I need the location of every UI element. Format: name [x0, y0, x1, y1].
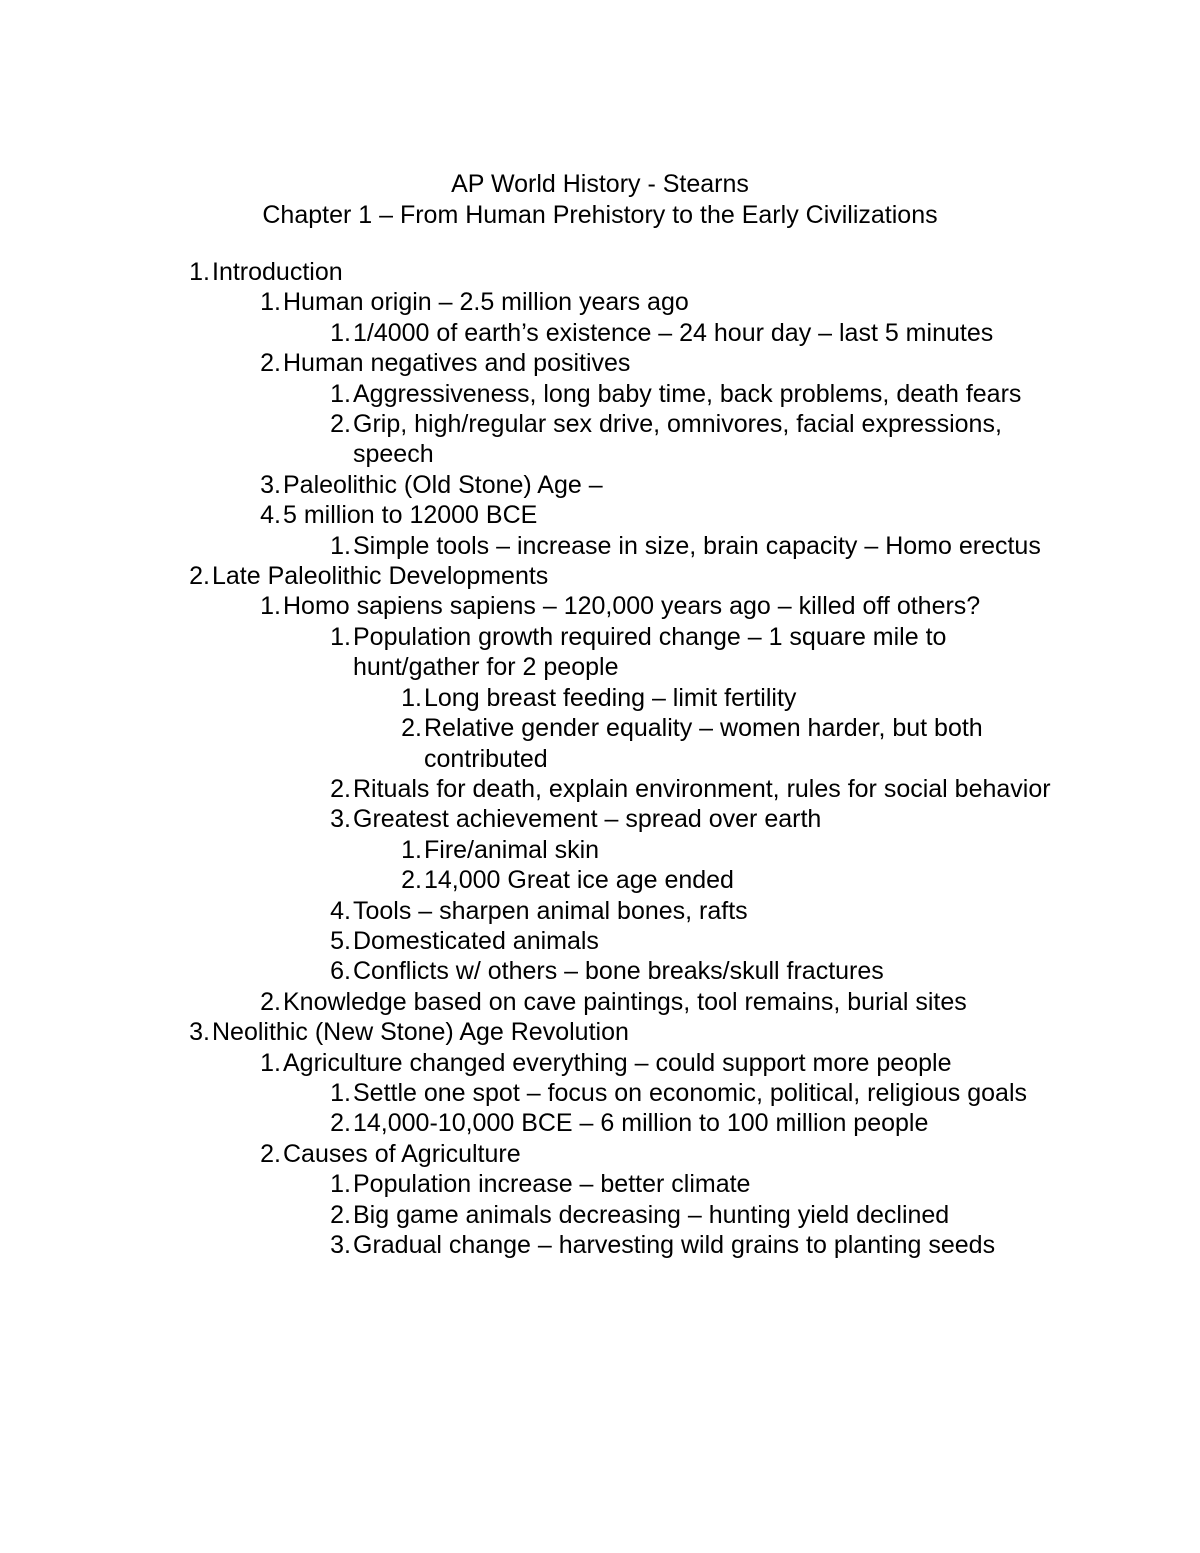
outline-item-number: 2. — [330, 774, 351, 803]
outline-item-number: 2. — [260, 1139, 281, 1168]
outline-item-text: Long breast feeding – limit fertility — [424, 683, 797, 712]
outline-item-number: 5. — [330, 926, 351, 955]
outline-item-text: Gradual change – harvesting wild grains to planting seeds — [353, 1231, 996, 1259]
outline-list — [0, 257, 1200, 1260]
outline-item-text: Fire/animal skin — [424, 835, 600, 864]
outline-item — [189, 1017, 1072, 1047]
outline-item — [189, 561, 1072, 591]
outline-item-text: Paleolithic (Old Stone) Age – — [283, 470, 603, 499]
outline-item-number: 3. — [189, 1018, 210, 1047]
outline-item — [401, 865, 1044, 895]
outline-item-text: Grip, high/regular sex drive, omnivores, facial expressions, speech — [353, 410, 1002, 469]
outline-item — [260, 348, 1063, 378]
outline-item-number: 1. — [330, 1170, 351, 1199]
outline-item-number: 4. — [330, 896, 351, 925]
outline-item — [330, 379, 1053, 409]
outline-item-number: 1. — [260, 288, 281, 317]
outline-item-number: 6. — [330, 957, 351, 986]
outline-item — [260, 987, 1063, 1017]
outline-item-text: Tools – sharpen animal bones, rafts — [353, 896, 748, 925]
outline-item-text: 1/4000 of earth’s existence – 24 hour day – last 5 minutes — [353, 318, 994, 347]
outline-item — [401, 713, 1044, 774]
outline-item-text: Agriculture changed everything – could support more people — [283, 1048, 952, 1077]
outline-item — [401, 835, 1044, 865]
outline-item-text: Late Paleolithic Developments — [212, 562, 549, 591]
outline-item-number: 4. — [260, 501, 281, 530]
outline-item-text: Greatest achievement – spread over earth — [353, 805, 822, 834]
outline-item — [330, 956, 1053, 986]
outline-item-number: 1. — [401, 835, 422, 864]
outline-item — [330, 409, 1053, 470]
outline-item — [330, 531, 1053, 561]
outline-item — [401, 683, 1044, 713]
outline-item-text: Neolithic (New Stone) Age Revolution — [212, 1018, 629, 1047]
outline-item-number: 1. — [189, 258, 210, 286]
document-subtitle: Chapter 1 – From Human Prehistory to the Early Civilizations — [262, 201, 938, 229]
outline-item-number: 2. — [189, 562, 210, 591]
outline-item-number: 1. — [330, 318, 351, 347]
outline-item-number: 2. — [401, 714, 422, 743]
outline-item — [260, 591, 1063, 621]
outline-item — [260, 1048, 1063, 1078]
outline-item-text: Causes of Agriculture — [283, 1139, 521, 1168]
outline-item-number: 3. — [260, 470, 281, 499]
outline-item-text: 14,000-10,000 BCE – 6 million to 100 million people — [353, 1109, 929, 1138]
outline-item-text: Human negatives and positives — [283, 349, 631, 378]
outline-item-text: Conflicts w/ others – bone breaks/skull fractures — [353, 957, 884, 986]
outline-item-number: 3. — [330, 1231, 351, 1259]
document-title: AP World History - Stearns — [451, 170, 749, 198]
outline-item — [330, 774, 1053, 804]
outline-item-text: 14,000 Great ice age ended — [424, 866, 734, 895]
outline-item — [330, 1078, 1053, 1108]
outline-item-number: 1. — [260, 592, 281, 621]
outline-item — [260, 470, 1063, 500]
outline-item-number: 1. — [330, 622, 351, 651]
outline-item-text: 5 million to 12000 BCE — [283, 501, 538, 530]
outline-item-text: Introduction — [212, 258, 343, 286]
outline-item-number: 2. — [330, 1200, 351, 1229]
outline-item-number: 1. — [330, 379, 351, 408]
outline-item-number: 2. — [330, 1109, 351, 1138]
outline-item — [189, 257, 1072, 287]
outline-item-text: Population increase – better climate — [353, 1170, 751, 1199]
outline-item — [260, 500, 1063, 530]
outline-item — [260, 1139, 1063, 1169]
outline-item — [330, 896, 1053, 926]
outline-item-text: Simple tools – increase in size, brain capacity – Homo erectus — [353, 531, 1041, 560]
outline-item-text: Rituals for death, explain environment, rules for social behavior — [353, 774, 1051, 803]
outline-item-text: Relative gender equality – women harder, but both contributed — [424, 714, 983, 773]
outline-item — [330, 622, 1053, 683]
outline-item-text: Aggressiveness, long baby time, back problems, death fears — [353, 379, 1022, 408]
outline-item-number: 2. — [260, 349, 281, 378]
outline-item-text: Homo sapiens sapiens – 120,000 years ago – killed off others? — [283, 592, 981, 621]
outline-item-text: Population growth required change – 1 square mile to hunt/gather for 2 people — [353, 622, 947, 682]
outline-item — [330, 1230, 1053, 1260]
outline-item-text: Big game animals decreasing – hunting yield declined — [353, 1200, 950, 1229]
outline-item-text: Knowledge based on cave paintings, tool remains, burial sites — [283, 987, 967, 1016]
outline-item-number: 1. — [330, 1078, 351, 1107]
outline-item — [260, 287, 1063, 317]
outline-item-number: 1. — [401, 683, 422, 712]
outline-item-text: Human origin – 2.5 million years ago — [283, 288, 689, 317]
outline-item — [330, 926, 1053, 956]
outline-item-number: 2. — [330, 410, 351, 439]
outline-item-number: 2. — [401, 866, 422, 895]
outline-item — [330, 1108, 1053, 1138]
outline-item — [330, 1200, 1053, 1230]
outline-item-text: Domesticated animals — [353, 926, 599, 955]
outline-item-number: 2. — [260, 987, 281, 1016]
outline-item-number: 1. — [260, 1048, 281, 1077]
outline-item-text: Settle one spot – focus on economic, political, religious goals — [353, 1078, 1027, 1107]
outline-item-number: 1. — [330, 531, 351, 560]
outline-item — [330, 1169, 1053, 1199]
outline-item — [330, 318, 1053, 348]
outline-item-number: 3. — [330, 805, 351, 834]
outline-item — [330, 804, 1053, 834]
